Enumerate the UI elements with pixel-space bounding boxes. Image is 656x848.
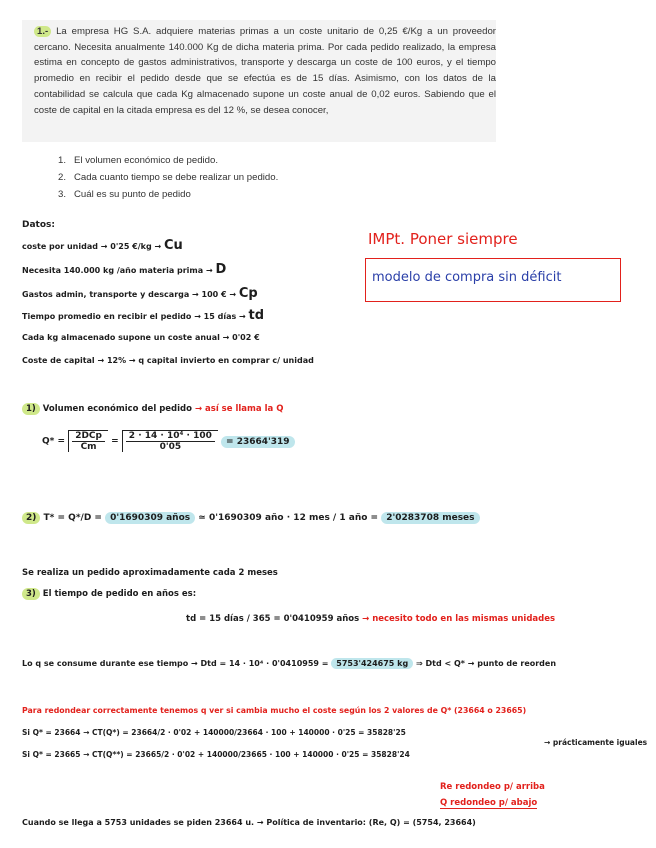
td-formula: td = 15 días / 365 = 0'0410959 años → necesito todo en las mismas unidades: [186, 614, 556, 624]
part2-line: 2) T* = Q*/D = 0'1690309 años ≃ 0'1690309 año · 12 mes / 1 año = 2'0283708 meses: [22, 512, 480, 524]
problem-statement: [34, 24, 496, 118]
datos-title: Datos:: [22, 220, 55, 230]
list-item: 1. El volumen económico de pedido.: [58, 155, 218, 166]
problem-number: 1.-: [34, 26, 51, 37]
rounding-note: Para redondear correctamente tenemos q ver si cambia mucho el coste según los 2 valores de Q* (23664 o 23665): [22, 706, 527, 715]
part3-heading: 3) El tiempo de pedido en años es:: [22, 588, 196, 600]
inventory-policy: Cuando se llega a 5753 unidades se piden 23664 u. → Política de inventario: (Re, Q) = (5754, 23664): [22, 818, 476, 827]
list-item: 3. Cuál es su punto de pedido: [58, 189, 191, 200]
dtd-line: Lo q se consume durante ese tiempo → Dtd = 14 · 10⁴ · 0'0410959 = 5753'424675 kg ⇒ Dtd < Q* → punto de reorden: [22, 659, 557, 668]
q-rounding-note: Q redondeo p/ abajo: [440, 798, 538, 808]
eoq-formula: Q* = $\frac{\text{2DCp}}{Cm}$ = $\frac{\text{2 · 14 · 10⁴ · 100}}{0'05}$ = 23664'319: [42, 430, 295, 452]
datos-line: coste por unidad → 0'25 €/kg → Cu: [22, 238, 183, 253]
datos-line: Tiempo promedio en recibir el pedido → 15 días → td: [22, 308, 265, 323]
note-box-text: modelo de compra sin déficit: [372, 270, 562, 285]
question-list: [58, 152, 278, 203]
problem-text: La empresa HG S.A. adquiere materias primas a un coste unitario de 0,25 €/Kg a un proveedor cercano. Necesita anualmente 140.000 Kg de dicha materia prima. Por cada pedido realizado, la empresa estima en concepto de gastos administrativos, transporte y descarga un coste de 100 euros, y el tiempo promedio en recibir el pedido desde que se efectúa es de 15 días. Asimismo, con los datos de la contabilidad se calcula que cada Kg almacenado supone un coste anual de 0,02 euros. Sabiendo que el coste de capital en la citada empresa es del 12 %, se desea conocer,: [34, 26, 497, 116]
part1-heading: 1) Volumen económico del pedido → así se llama la Q: [22, 403, 283, 415]
datos-line: Necesita 140.000 kg /año materia prima → D: [22, 262, 227, 277]
cost-line-2: Si Q* = 23665 → CT(Q**) = 23665/2 · 0'02 + 140000/23665 · 100 + 140000 · 0'25 = 35828'24: [22, 750, 410, 759]
re-rounding-note: Re redondeo p/ arriba: [440, 782, 545, 792]
datos-line: Coste de capital → 12% → q capital invierto en comprar c/ unidad: [22, 356, 314, 365]
list-item: 2. Cada cuanto tiempo se debe realizar un pedido.: [58, 172, 279, 183]
important-note: IMPt. Poner siempre: [368, 230, 518, 248]
datos-line: Cada kg almacenado supone un coste anual → 0'02 €: [22, 333, 260, 342]
part2-conclusion: Se realiza un pedido aproximadamente cada 2 meses: [22, 568, 278, 578]
cost-comparison-note: → prácticamente iguales: [544, 738, 648, 747]
datos-line: Gastos admin, transporte y descarga → 100 € → Cp: [22, 286, 258, 301]
cost-line-1: Si Q* = 23664 → CT(Q*) = 23664/2 · 0'02 + 140000/23664 · 100 + 140000 · 0'25 = 35828'25: [22, 728, 406, 737]
